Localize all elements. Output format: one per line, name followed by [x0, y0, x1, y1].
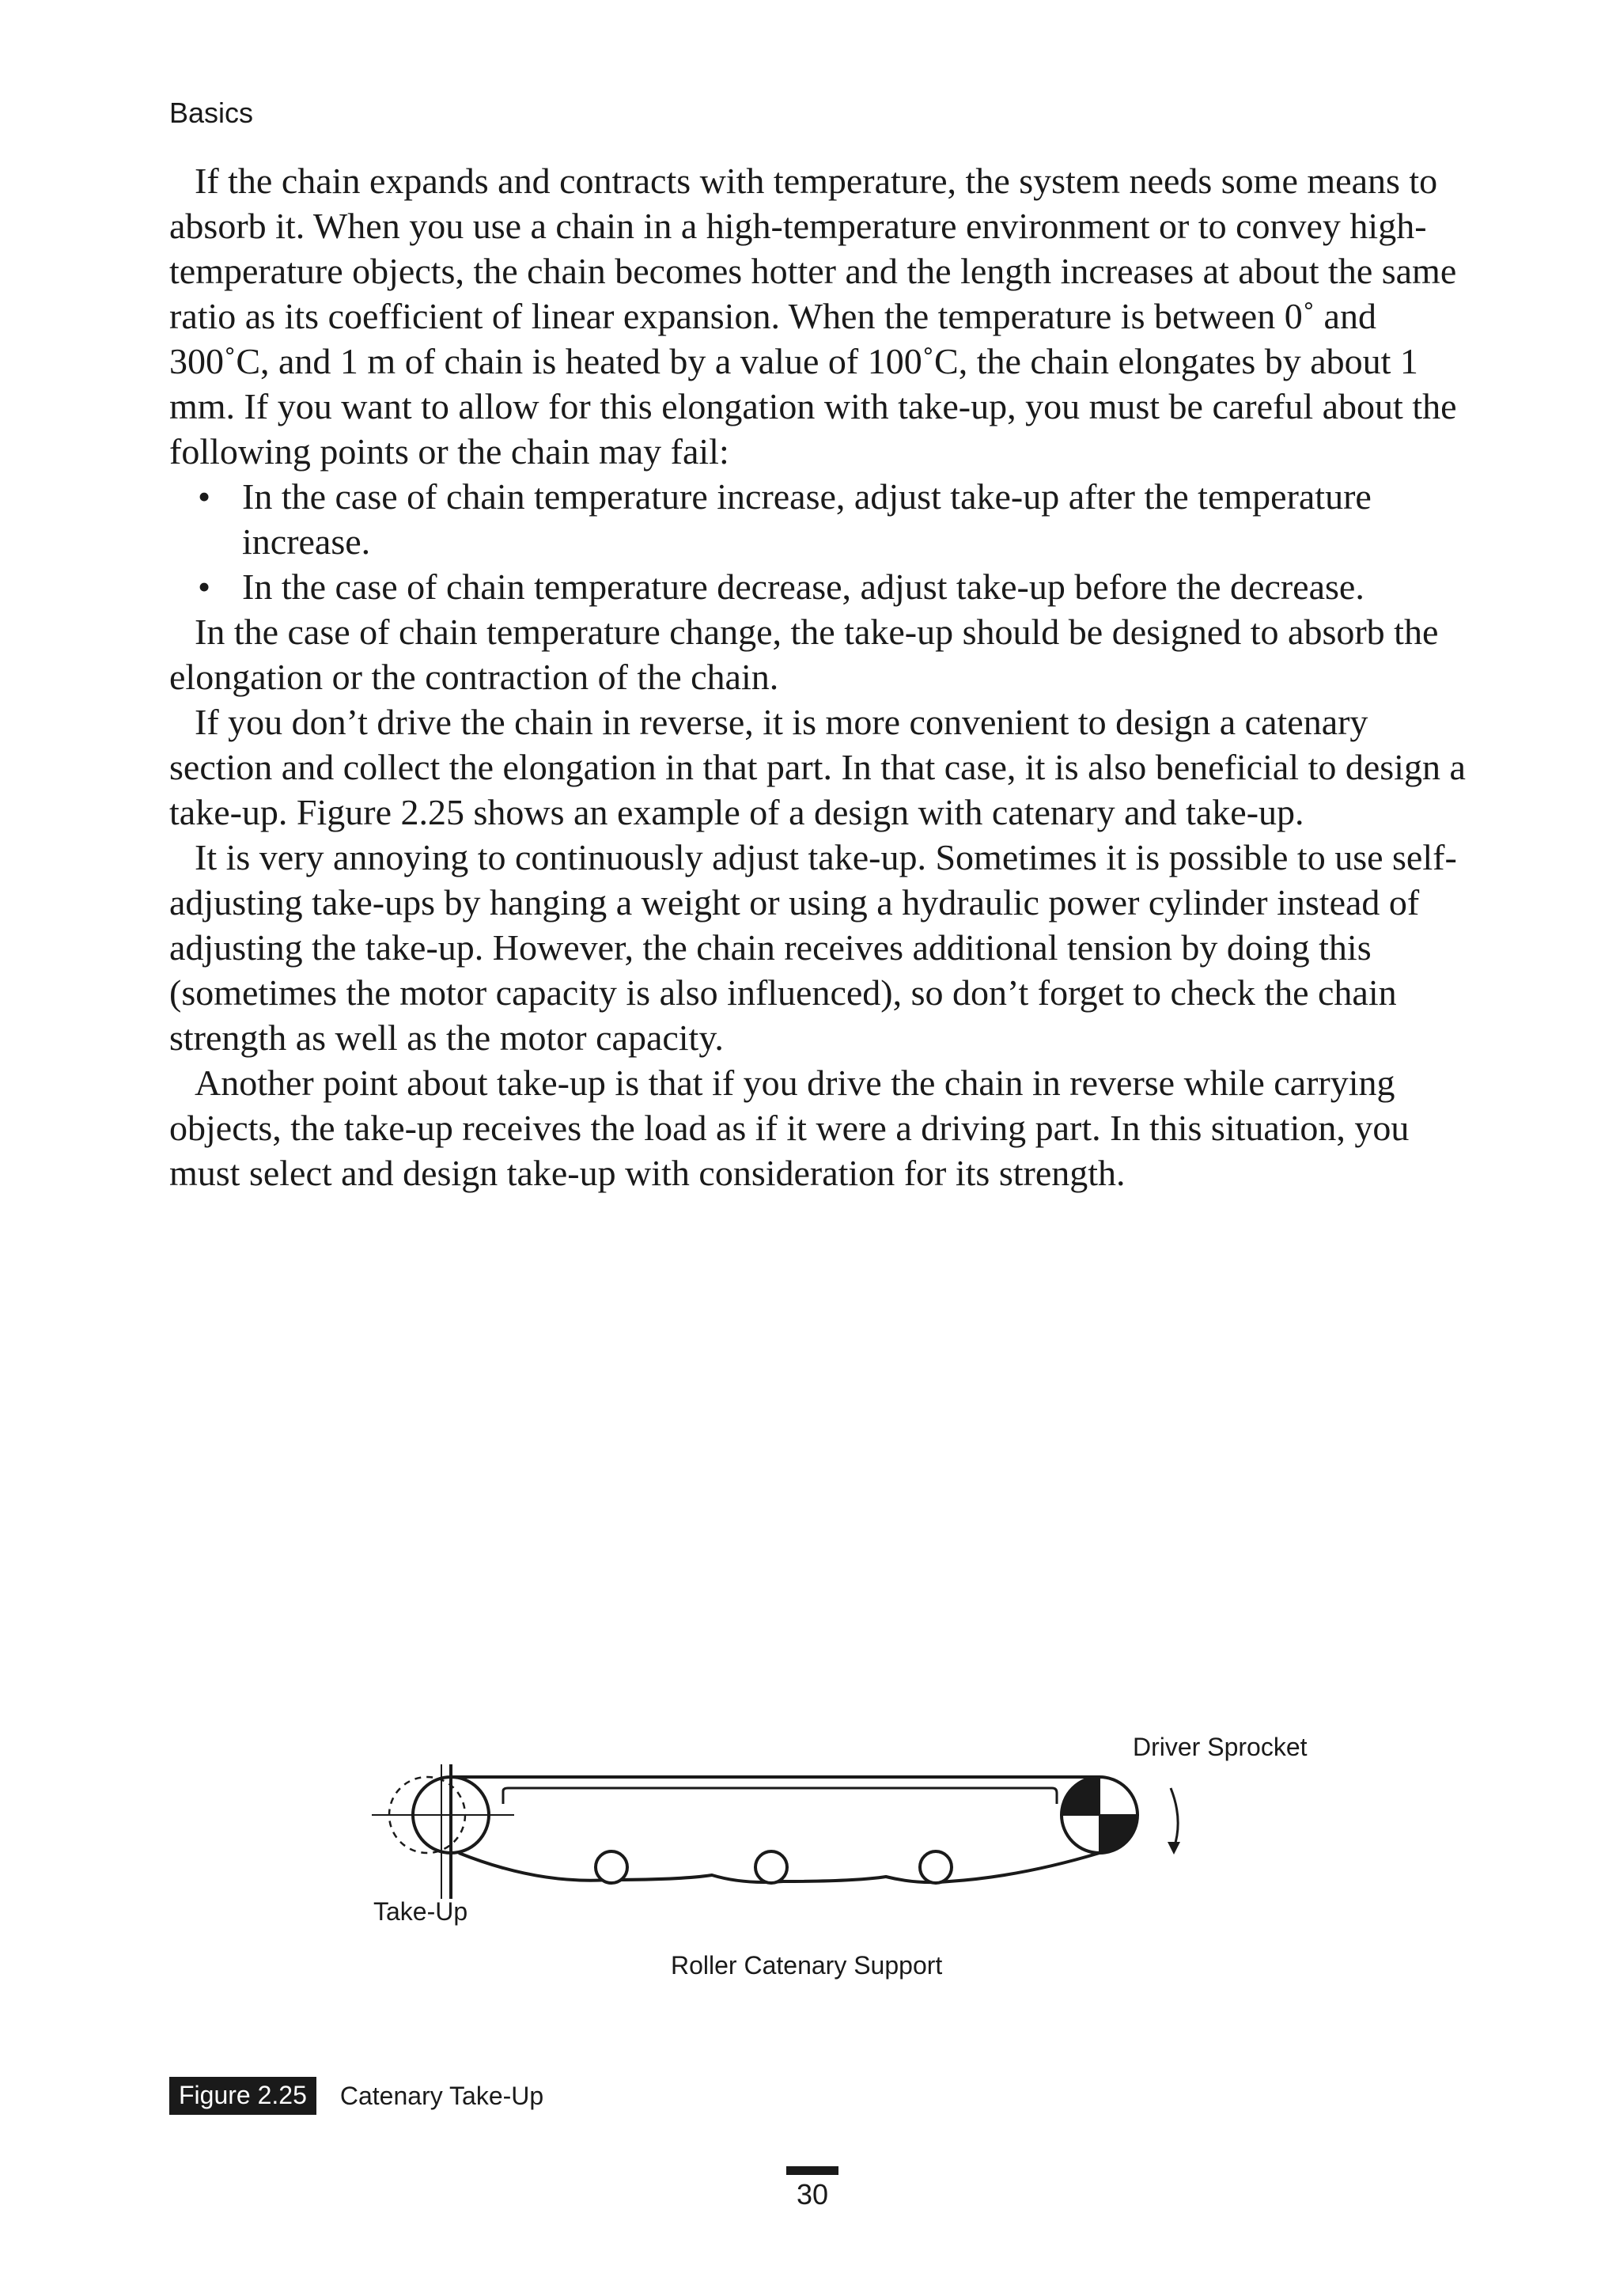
running-head: Basics — [169, 97, 254, 129]
roller-support-label: Roller Catenary Support — [671, 1951, 943, 1980]
paragraph: Another point about take-up is that if you drive the chain in reverse while carrying objects, the take-up receives the load as if it were a driving part. In this situation, you must select and design take-up with consideration for its strength. — [169, 1063, 1410, 1193]
figure-number: Figure 2.25 — [169, 2077, 316, 2115]
driver-sprocket-label: Driver Sprocket — [1133, 1733, 1308, 1761]
bullet-list — [169, 474, 1467, 609]
bullet-item: • In the case of chain temperature increase, adjust take-up after the temperature increase. — [242, 474, 1467, 564]
page-number — [786, 2166, 838, 2211]
support-roller — [920, 1851, 952, 1883]
rotation-arrowhead — [1168, 1842, 1180, 1855]
page-number-text: 30 — [796, 2178, 829, 2211]
figure-title: Catenary Take-Up — [339, 2081, 544, 2110]
catenary-takeup-figure — [0, 1709, 1620, 1994]
paragraph: It is very annoying to continuously adjust take-up. Sometimes it is possible to use self-adjusting take-ups by hanging a weight or using a hydraulic power cylinder instead of adjusting the take-up. However, the chain receives additional tension by doing this (sometimes the motor capacity is also influenced), so don’t forget to check the chain strength as well as the motor capacity. — [169, 837, 1457, 1058]
paragraph: If the chain expands and contracts with temperature, the system needs some means to absorb it. When you use a chain in a high-temperature environment or to convey high-temperature objects, the chain becomes hotter and the length increases at about the same ratio as its coefficient of linear expansion. When the temperature is between 0˚ and 300˚C, and 1 m of chain is heated by a value of 100˚C, the chain elongates by about 1 mm. If you want to allow for this elongation with take-up, you must be careful about the following points or the chain may fail: — [169, 161, 1457, 472]
rotation-arrow — [1171, 1788, 1178, 1848]
support-roller — [755, 1851, 787, 1883]
bullet-item: • In the case of chain temperature decrease, adjust take-up before the decrease. — [242, 564, 1467, 609]
paragraph: In the case of chain temperature change, the take-up should be designed to absorb the elongation or the contraction of the chain. — [169, 612, 1439, 697]
guide-rail — [503, 1788, 1057, 1804]
folio-bar — [786, 2166, 838, 2175]
takeup-label: Take-Up — [373, 1897, 468, 1926]
figure-caption — [169, 2077, 543, 2115]
driver-quadrant-fill — [1100, 1815, 1137, 1853]
paragraph: If you don’t drive the chain in reverse, it is more convenient to design a catenary section and collect the elongation in that part. In that case, it is also beneficial to design a take-up. Figure 2.25 shows an example of a design with catenary and take-up. — [169, 702, 1466, 832]
driver-quadrant-fill — [1062, 1777, 1100, 1815]
support-roller — [596, 1851, 627, 1883]
body-text — [169, 158, 1467, 1195]
